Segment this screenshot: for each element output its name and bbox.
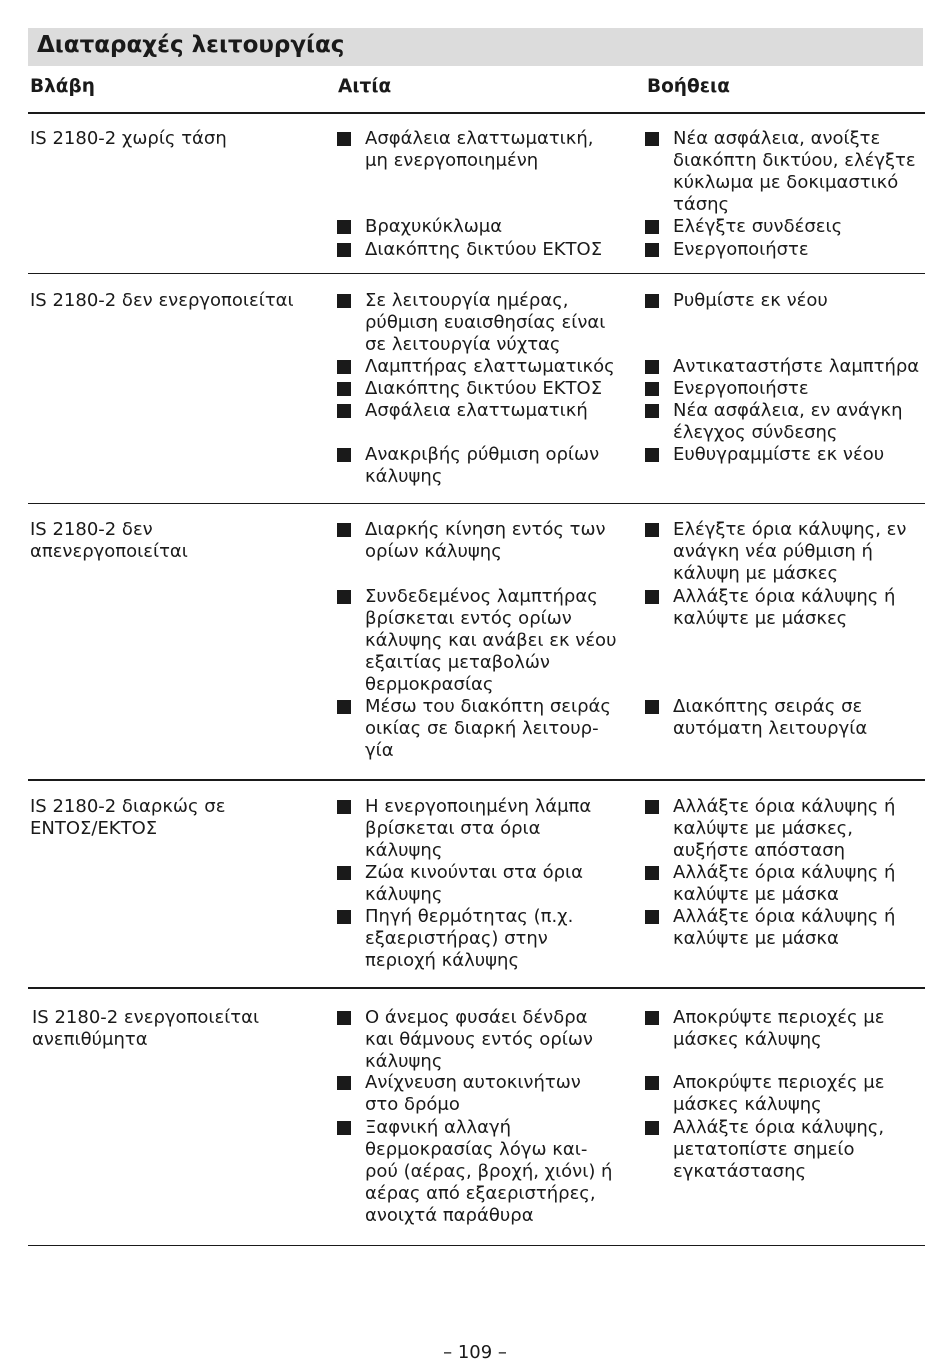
help-item: Ελέγξτε συνδέσεις [645,216,925,238]
cause-item: Ανίχνευση αυτοκινήτων στο δρόμο [337,1072,617,1116]
bullet-square-icon [645,294,659,308]
fault-text: IS 2180-2 δεν απενεργοποιείται [30,519,188,563]
cause-item: Ασφάλεια ελαττωματική, μη ενεργοποιημένη [337,128,617,172]
bullet-square-icon [645,220,659,234]
bullet-square-icon [337,590,351,604]
bullet-square-icon [645,523,659,537]
table-bottom-rule [28,1245,925,1246]
fault-text: IS 2180-2 χωρίς τάση [30,128,227,149]
bullet-square-icon [337,243,351,257]
cause-item: Η ενεργοποιημένη λάμπα βρίσκεται στα όρια κάλυψης [337,796,617,862]
column-header-cause: Αιτία [338,76,392,97]
bullet-square-icon [645,700,659,714]
bullet-square-icon [645,132,659,146]
bullet-square-icon [645,866,659,880]
help-item: Αλλάξτε όρια κάλυψης ή καλύψτε με μάσκα [645,862,925,906]
help-item: Νέα ασφάλεια, εν ανάγκη έλεγχος σύνδεσης [645,400,925,444]
help-item: Αντικαταστήστε λαμπτήρα [645,356,935,378]
help-item: Ρυθμίστε εκ νέου [645,290,925,312]
page-number: – 109 – [443,1342,507,1363]
bullet-square-icon [645,1076,659,1090]
cause-item: Λαμπτήρας ελαττωματικός [337,356,617,378]
help-item: Αλλάξτε όρια κάλυψης, μετατοπίστε σημείο εγκατάστασης [645,1117,925,1183]
section-title-bar [28,28,923,66]
bullet-square-icon [645,1011,659,1025]
help-item: Αλλάξτε όρια κάλυψης ή καλύψτε με μάσκα [645,906,925,950]
help-item: Νέα ασφάλεια, ανοίξτε διακόπτη δικτύου, ελέγξτε κύκλωμα με δοκιμαστικό τάσης [645,128,925,216]
bullet-square-icon [645,448,659,462]
bullet-square-icon [337,800,351,814]
help-item: Ευθυγραμμίστε εκ νέου [645,444,925,466]
bullet-square-icon [337,404,351,418]
bullet-square-icon [337,1076,351,1090]
section-title: Διαταραχές λειτουργίας [37,32,345,58]
column-header-fault: Βλάβη [30,76,95,97]
bullet-square-icon [645,910,659,924]
cause-item: Ζώα κινούνται στα όρια κάλυψης [337,862,617,906]
cause-item: Διακόπτης δικτύου ΕΚΤΟΣ [337,239,617,261]
bullet-square-icon [337,360,351,374]
help-item: Αλλάξτε όρια κάλυψης ή καλύψτε με μάσκες, αυξήστε απόσταση [645,796,925,862]
row-divider [28,779,925,781]
bullet-square-icon [645,800,659,814]
bullet-square-icon [645,590,659,604]
bullet-square-icon [337,132,351,146]
cause-item: Μέσω του διακόπτη σειράς οικίας σε διαρκή λειτουρ-γία [337,696,617,762]
help-item: Ενεργοποιήστε [645,239,925,261]
bullet-square-icon [645,382,659,396]
bullet-square-icon [645,360,659,374]
help-item: Διακόπτης σειράς σε αυτόματη λειτουργία [645,696,925,740]
cause-item: Διαρκής κίνηση εντός των ορίων κάλυψης [337,519,617,563]
cause-item: Ανακριβής ρύθμιση ορίων κάλυψης [337,444,617,488]
help-item: Αποκρύψτε περιοχές με μάσκες κάλυψης [645,1072,925,1116]
column-header-help: Βοήθεια [647,76,730,97]
cause-item: Πηγή θερμότητας (π.χ. εξαεριστήρας) στην περιοχή κάλυψης [337,906,617,972]
fault-text: IS 2180-2 ενεργοποιείται ανεπιθύμητα [32,1007,260,1051]
header-divider [28,112,925,114]
bullet-square-icon [337,294,351,308]
cause-item: Σε λειτουργία ημέρας, ρύθμιση ευαισθησίας είναι σε λειτουργία νύχτας [337,290,617,356]
cause-item: Ξαφνική αλλαγή θερμοκρασίας λόγω και-ρού (αέρας, βροχή, χιόνι) ή αέρας από εξαεριστήρες, ανοιχτά παράθυρα [337,1117,617,1227]
bullet-square-icon [337,700,351,714]
bullet-square-icon [337,1011,351,1025]
bullet-square-icon [337,866,351,880]
fault-text: IS 2180-2 δεν ενεργοποιείται [30,290,294,311]
row-divider [28,987,925,989]
bullet-square-icon [645,243,659,257]
fault-text: IS 2180-2 διαρκώς σε ΕΝΤΟΣ/ΕΚΤΟΣ [30,796,226,840]
bullet-square-icon [337,382,351,396]
bullet-square-icon [645,404,659,418]
bullet-square-icon [337,448,351,462]
bullet-square-icon [337,1121,351,1135]
help-item: Ενεργοποιήστε [645,378,925,400]
cause-item: Συνδεδεμένος λαμπτήρας βρίσκεται εντός ορίων κάλυψης και ανάβει εκ νέου εξαιτίας μεταβολών θερμοκρασίας [337,586,617,696]
bullet-square-icon [645,1121,659,1135]
cause-item: Ο άνεμος φυσάει δένδρα και θάμνους εντός ορίων κάλυψης [337,1007,617,1073]
help-item: Αποκρύψτε περιοχές με μάσκες κάλυψης [645,1007,925,1051]
row-divider [28,273,925,274]
cause-item: Διακόπτης δικτύου ΕΚΤΟΣ [337,378,617,400]
row-divider [28,503,925,504]
bullet-square-icon [337,523,351,537]
bullet-square-icon [337,220,351,234]
cause-item: Ασφάλεια ελαττωματική [337,400,617,422]
bullet-square-icon [337,910,351,924]
help-item: Ελέγξτε όρια κάλυψης, εν ανάγκη νέα ρύθμιση ή κάλυψη με μάσκες [645,519,925,585]
help-item: Αλλάξτε όρια κάλυψης ή καλύψτε με μάσκες [645,586,925,630]
cause-item: Βραχυκύκλωμα [337,216,617,238]
